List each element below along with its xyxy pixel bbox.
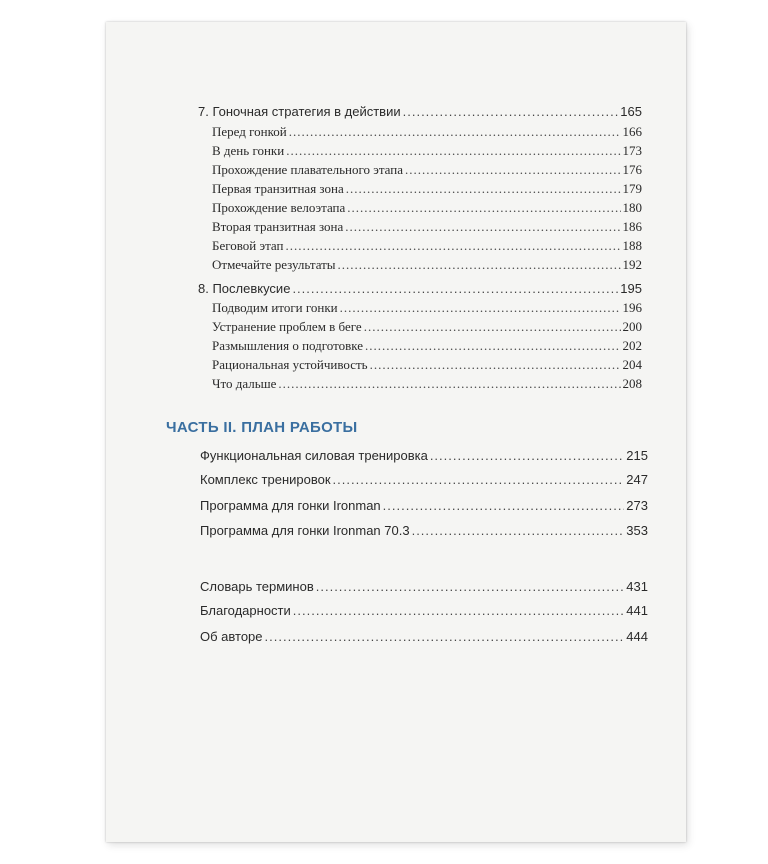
section-title: Перед гонкой bbox=[212, 124, 287, 139]
page-number: 204 bbox=[622, 357, 642, 372]
section-title: Подводим итоги гонки bbox=[212, 300, 338, 315]
toc-part2-item bbox=[200, 448, 648, 463]
toc-back-matter-item bbox=[200, 629, 648, 644]
leader-dots bbox=[383, 498, 625, 513]
section-title: Прохождение велоэтапа bbox=[212, 200, 346, 215]
section-title: В день гонки bbox=[212, 143, 285, 158]
section-title: Вторая транзитная зона bbox=[212, 219, 344, 234]
section-title: Отмечайте результаты bbox=[212, 257, 336, 272]
page-number: 192 bbox=[622, 257, 642, 272]
leader-dots bbox=[289, 124, 621, 140]
toc-chapter-7 bbox=[198, 104, 642, 119]
toc-chapter-8 bbox=[198, 281, 642, 296]
toc-part2-item bbox=[200, 472, 648, 487]
leader-dots bbox=[286, 143, 620, 159]
toc-part2-item bbox=[200, 498, 648, 513]
toc-section bbox=[212, 181, 642, 197]
leader-dots bbox=[346, 181, 621, 197]
item-title: Программа для гонки Ironman 70.3 bbox=[200, 523, 410, 538]
page-number: 179 bbox=[622, 181, 642, 196]
leader-dots bbox=[403, 104, 619, 119]
section-title: Рациональная устойчивость bbox=[212, 357, 368, 372]
toc-section bbox=[212, 257, 642, 273]
section-title: Беговой этап bbox=[212, 238, 284, 253]
toc-section bbox=[212, 376, 642, 392]
toc-section bbox=[212, 357, 642, 373]
page-number: 200 bbox=[622, 319, 642, 334]
leader-dots bbox=[430, 448, 624, 463]
item-title: Функциональная силовая тренировка bbox=[200, 448, 428, 463]
page-number: 166 bbox=[622, 124, 642, 139]
toc-back-matter-item bbox=[200, 579, 648, 594]
leader-dots bbox=[285, 238, 620, 254]
page-number: 444 bbox=[626, 629, 648, 644]
leader-dots bbox=[364, 319, 621, 335]
toc-section bbox=[212, 162, 642, 178]
leader-dots bbox=[293, 603, 625, 618]
page-number: 202 bbox=[622, 338, 642, 353]
toc-section bbox=[212, 319, 642, 335]
leader-dots bbox=[405, 162, 621, 178]
page-number: 195 bbox=[620, 281, 642, 296]
leader-dots bbox=[347, 200, 620, 216]
toc-back-matter-item bbox=[200, 603, 648, 618]
section-title: Прохождение плавательного этапа bbox=[212, 162, 403, 177]
leader-dots bbox=[278, 376, 620, 392]
toc-part2-item bbox=[200, 523, 648, 538]
item-title: Словарь терминов bbox=[200, 579, 314, 594]
item-title: Об авторе bbox=[200, 629, 263, 644]
leader-dots bbox=[338, 257, 621, 273]
page-number: 188 bbox=[622, 238, 642, 253]
leader-dots bbox=[333, 472, 625, 487]
item-title: Программа для гонки Ironman bbox=[200, 498, 381, 513]
chapter-title: 8. Послевкусие bbox=[198, 281, 291, 296]
section-title: Размышления о подготовке bbox=[212, 338, 364, 353]
item-title: Комплекс тренировок bbox=[200, 472, 331, 487]
page-number: 353 bbox=[626, 523, 648, 538]
toc-section bbox=[212, 338, 642, 354]
page-number: 176 bbox=[622, 162, 642, 177]
leader-dots bbox=[345, 219, 620, 235]
leader-dots bbox=[316, 579, 625, 594]
page-number: 208 bbox=[622, 376, 642, 391]
page-number: 165 bbox=[620, 104, 642, 119]
page-number: 215 bbox=[626, 448, 648, 463]
toc-section bbox=[212, 300, 642, 316]
part-heading: ЧАСТЬ II. ПЛАН РАБОТЫ bbox=[166, 419, 358, 436]
page-number: 247 bbox=[626, 472, 648, 487]
leader-dots bbox=[412, 523, 625, 538]
section-title: Устранение проблем в беге bbox=[212, 319, 362, 334]
toc-section bbox=[212, 124, 642, 140]
leader-dots bbox=[292, 281, 618, 296]
page-number: 273 bbox=[626, 498, 648, 513]
page-number: 180 bbox=[622, 200, 642, 215]
chapter-title: 7. Гоночная стратегия в действии bbox=[198, 104, 401, 119]
toc-section bbox=[212, 143, 642, 159]
leader-dots bbox=[365, 338, 620, 354]
leader-dots bbox=[340, 300, 621, 316]
section-title: Первая транзитная зона bbox=[212, 181, 344, 196]
item-title: Благодарности bbox=[200, 603, 291, 618]
section-title: Что дальше bbox=[212, 376, 277, 391]
page-number: 173 bbox=[622, 143, 642, 158]
page-number: 431 bbox=[626, 579, 648, 594]
page-number: 196 bbox=[622, 300, 642, 315]
leader-dots bbox=[370, 357, 621, 373]
page-number: 186 bbox=[622, 219, 642, 234]
leader-dots bbox=[265, 629, 625, 644]
toc-section bbox=[212, 219, 642, 235]
toc-section bbox=[212, 200, 642, 216]
page-number: 441 bbox=[626, 603, 648, 618]
toc-section bbox=[212, 238, 642, 254]
